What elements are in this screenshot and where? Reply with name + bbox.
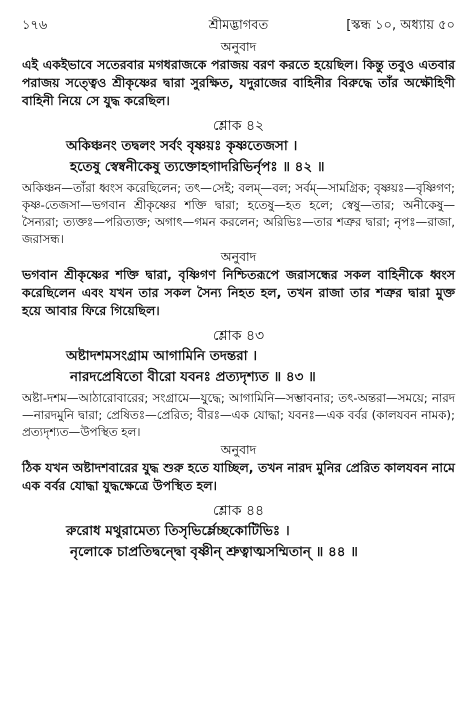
verse-line: অষ্টাদশমসংগ্রাম আগামিনি তদন্তরা ।	[66, 348, 258, 364]
verse-line: নৃলোকে চাপ্রতিদ্বন্দ্বো বৃষ্ণীন্‌ শ্রুত্বাত্মসম্মিতান্‌ ॥ ৪৪ ॥	[70, 544, 358, 560]
verse-line: নারদপ্রেষিতো বীরো যবনঃ প্রত্যদৃশ্যত ॥ ৪৩ ॥	[70, 369, 316, 385]
translation-heading: অনুবাদ	[220, 39, 257, 54]
translation-text: এই একইভাবে সতেরবার মগধরাজকে পরাজয় বরণ করতে হয়েছিল। কিন্তু তবুও এতবার পরাজয় সত্ত্বেও শ্রীকৃষ্ণের দ্বারা সুরক্ষিত, যদুরাজের বাহিনীর বিরুদ্ধে তাঁর অক্ষৌহিণী বাহিনী নিয়ে সে যুদ্ধ করেছিল।	[22, 57, 455, 108]
verse-heading: শ্লোক ৪৪	[212, 503, 265, 519]
verse-heading: শ্লোক ৪৩	[212, 328, 265, 344]
synonyms-text: অকিঞ্চন—তাঁরা ধ্বংস করেছিলেন; তৎ—সেই; বলম্‌—বল; সর্বম্‌—সামগ্রিক; বৃষ্ণয়ঃ—বৃষ্ণিগণ; কৃষ্ণ-তেজসা—ভগবান শ্রীকৃষ্ণের শক্তি দ্বারা; হতেষু—হত হলে; স্বেষু—তার; অনীকেষু—সৈন্যরা; ত্যক্তঃ—পরিত্যক্ত; অগাৎ—গমন করলেন; অরিভিঃ—তার শত্রুর দ্বারা; নৃপঃ—রাজা, জরাসন্ধ।	[22, 181, 455, 246]
page-number: ১৭৬	[22, 18, 48, 33]
translation-text: ঠিক যখন অষ্টাদশবারের যুদ্ধ শুরু হতে যাচ্ছিল, তখন নারদ মুনির প্রেরিত কালযবন নামে এক বর্বর যোদ্ধা যুদ্ধক্ষেত্রে উপস্থিত হল।	[22, 460, 455, 493]
verse-line: হতেষু স্বেষ্বনীকেষু ত্যক্তোহগাদরিভির্নৃপঃ ॥ ৪২ ॥	[70, 159, 325, 175]
synonyms-text: অষ্টা-দশম—আঠারোবারের; সংগ্রামে—যুদ্ধে; আগামিনি—সম্ভাবনার; তৎ-অন্তরা—সময়ে; নারদ—নারদমুনি দ্বারা; প্রেষিতঃ—প্রেরিত; বীরঃ—এক যোদ্ধা; যবনঃ—এক বর্বর (কালযবন নামক); প্রত্যদৃশ্যত—উপস্থিত হল।	[22, 391, 455, 439]
canto-chapter-label: [স্কন্ধ ১০, অধ্যায় ৫০	[346, 18, 455, 33]
verse-heading: শ্লোক ৪২	[212, 118, 265, 134]
translation-heading: অনুবাদ	[220, 442, 257, 457]
translation-heading: অনুবাদ	[220, 249, 257, 264]
translation-text: ভগবান শ্রীকৃষ্ণের শক্তি দ্বারা, বৃষ্ণিগণ নিশ্চিতরূপে জরাসন্ধের সকল বাহিনীকে ধ্বংস করেছিলেন এবং যখন তার সকল সৈন্য নিহত হল, তখন রাজা তার শত্রুর দ্বারা মুক্ত হয়ে আবার ফিরে গিয়েছিল।	[22, 267, 455, 318]
verse-line: অকিঞ্চনং তদ্বলং সর্বং বৃষ্ণয়ঃ কৃষ্ণতেজসা ।	[66, 138, 298, 154]
page-header	[22, 14, 455, 38]
book-title: শ্রীমদ্ভাগবত	[208, 18, 269, 33]
verse-line: রুরোধ মথুরামেত্য তিসৃভির্ম্লেচ্ছকোটিভিঃ ।	[66, 523, 290, 539]
